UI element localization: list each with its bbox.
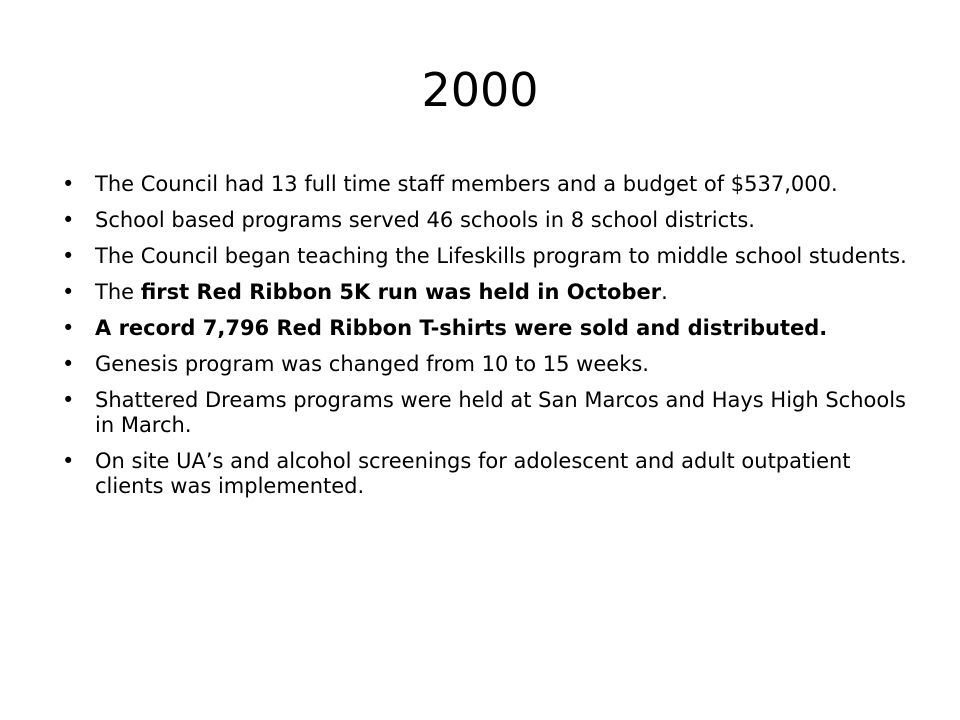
- bullet-text: School based programs served 46 schools in 8 school districts.: [95, 208, 755, 232]
- slide-title: 2000: [421, 63, 539, 117]
- bullet-text: The Council had 13 full time staff members and a budget of $537,000.: [95, 172, 838, 196]
- bullet-item-staff-budget: [60, 172, 910, 197]
- bullet-icon: •: [62, 244, 75, 268]
- bullet-icon: •: [62, 280, 75, 304]
- bullet-item-genesis: [60, 352, 910, 377]
- bullet-item-red-ribbon-run: [60, 280, 910, 305]
- bullet-list: [60, 172, 910, 510]
- bullet-item-lifeskills: [60, 244, 910, 269]
- bullet-icon: •: [62, 388, 75, 412]
- bullet-item-t-shirts: [60, 316, 910, 341]
- bullet-icon: •: [62, 352, 75, 376]
- bullet-item-screenings: [60, 449, 910, 499]
- bullet-item-school-programs: [60, 208, 910, 233]
- bullet-text: Shattered Dreams programs were held at San Marcos and Hays High Schools in March.: [95, 388, 907, 437]
- bullet-text-bold: first Red Ribbon 5K run was held in October: [140, 280, 662, 304]
- bullet-icon: •: [62, 449, 75, 473]
- bullet-text-suffix: .: [661, 280, 668, 304]
- bullet-item-shattered-dreams: [60, 388, 910, 438]
- bullet-text-bold: A record 7,796 Red Ribbon T-shirts were sold and distributed.: [95, 316, 828, 340]
- bullet-text-prefix: The: [95, 280, 141, 304]
- bullet-text: The Council began teaching the Lifeskills program to middle school students.: [95, 244, 907, 268]
- bullet-icon: •: [62, 316, 75, 340]
- bullet-icon: •: [62, 208, 75, 232]
- bullet-icon: •: [62, 172, 75, 196]
- bullet-text: Genesis program was changed from 10 to 15 weeks.: [95, 352, 649, 376]
- bullet-text: On site UA’s and alcohol screenings for adolescent and adult outpatient clients was implemented.: [95, 449, 851, 498]
